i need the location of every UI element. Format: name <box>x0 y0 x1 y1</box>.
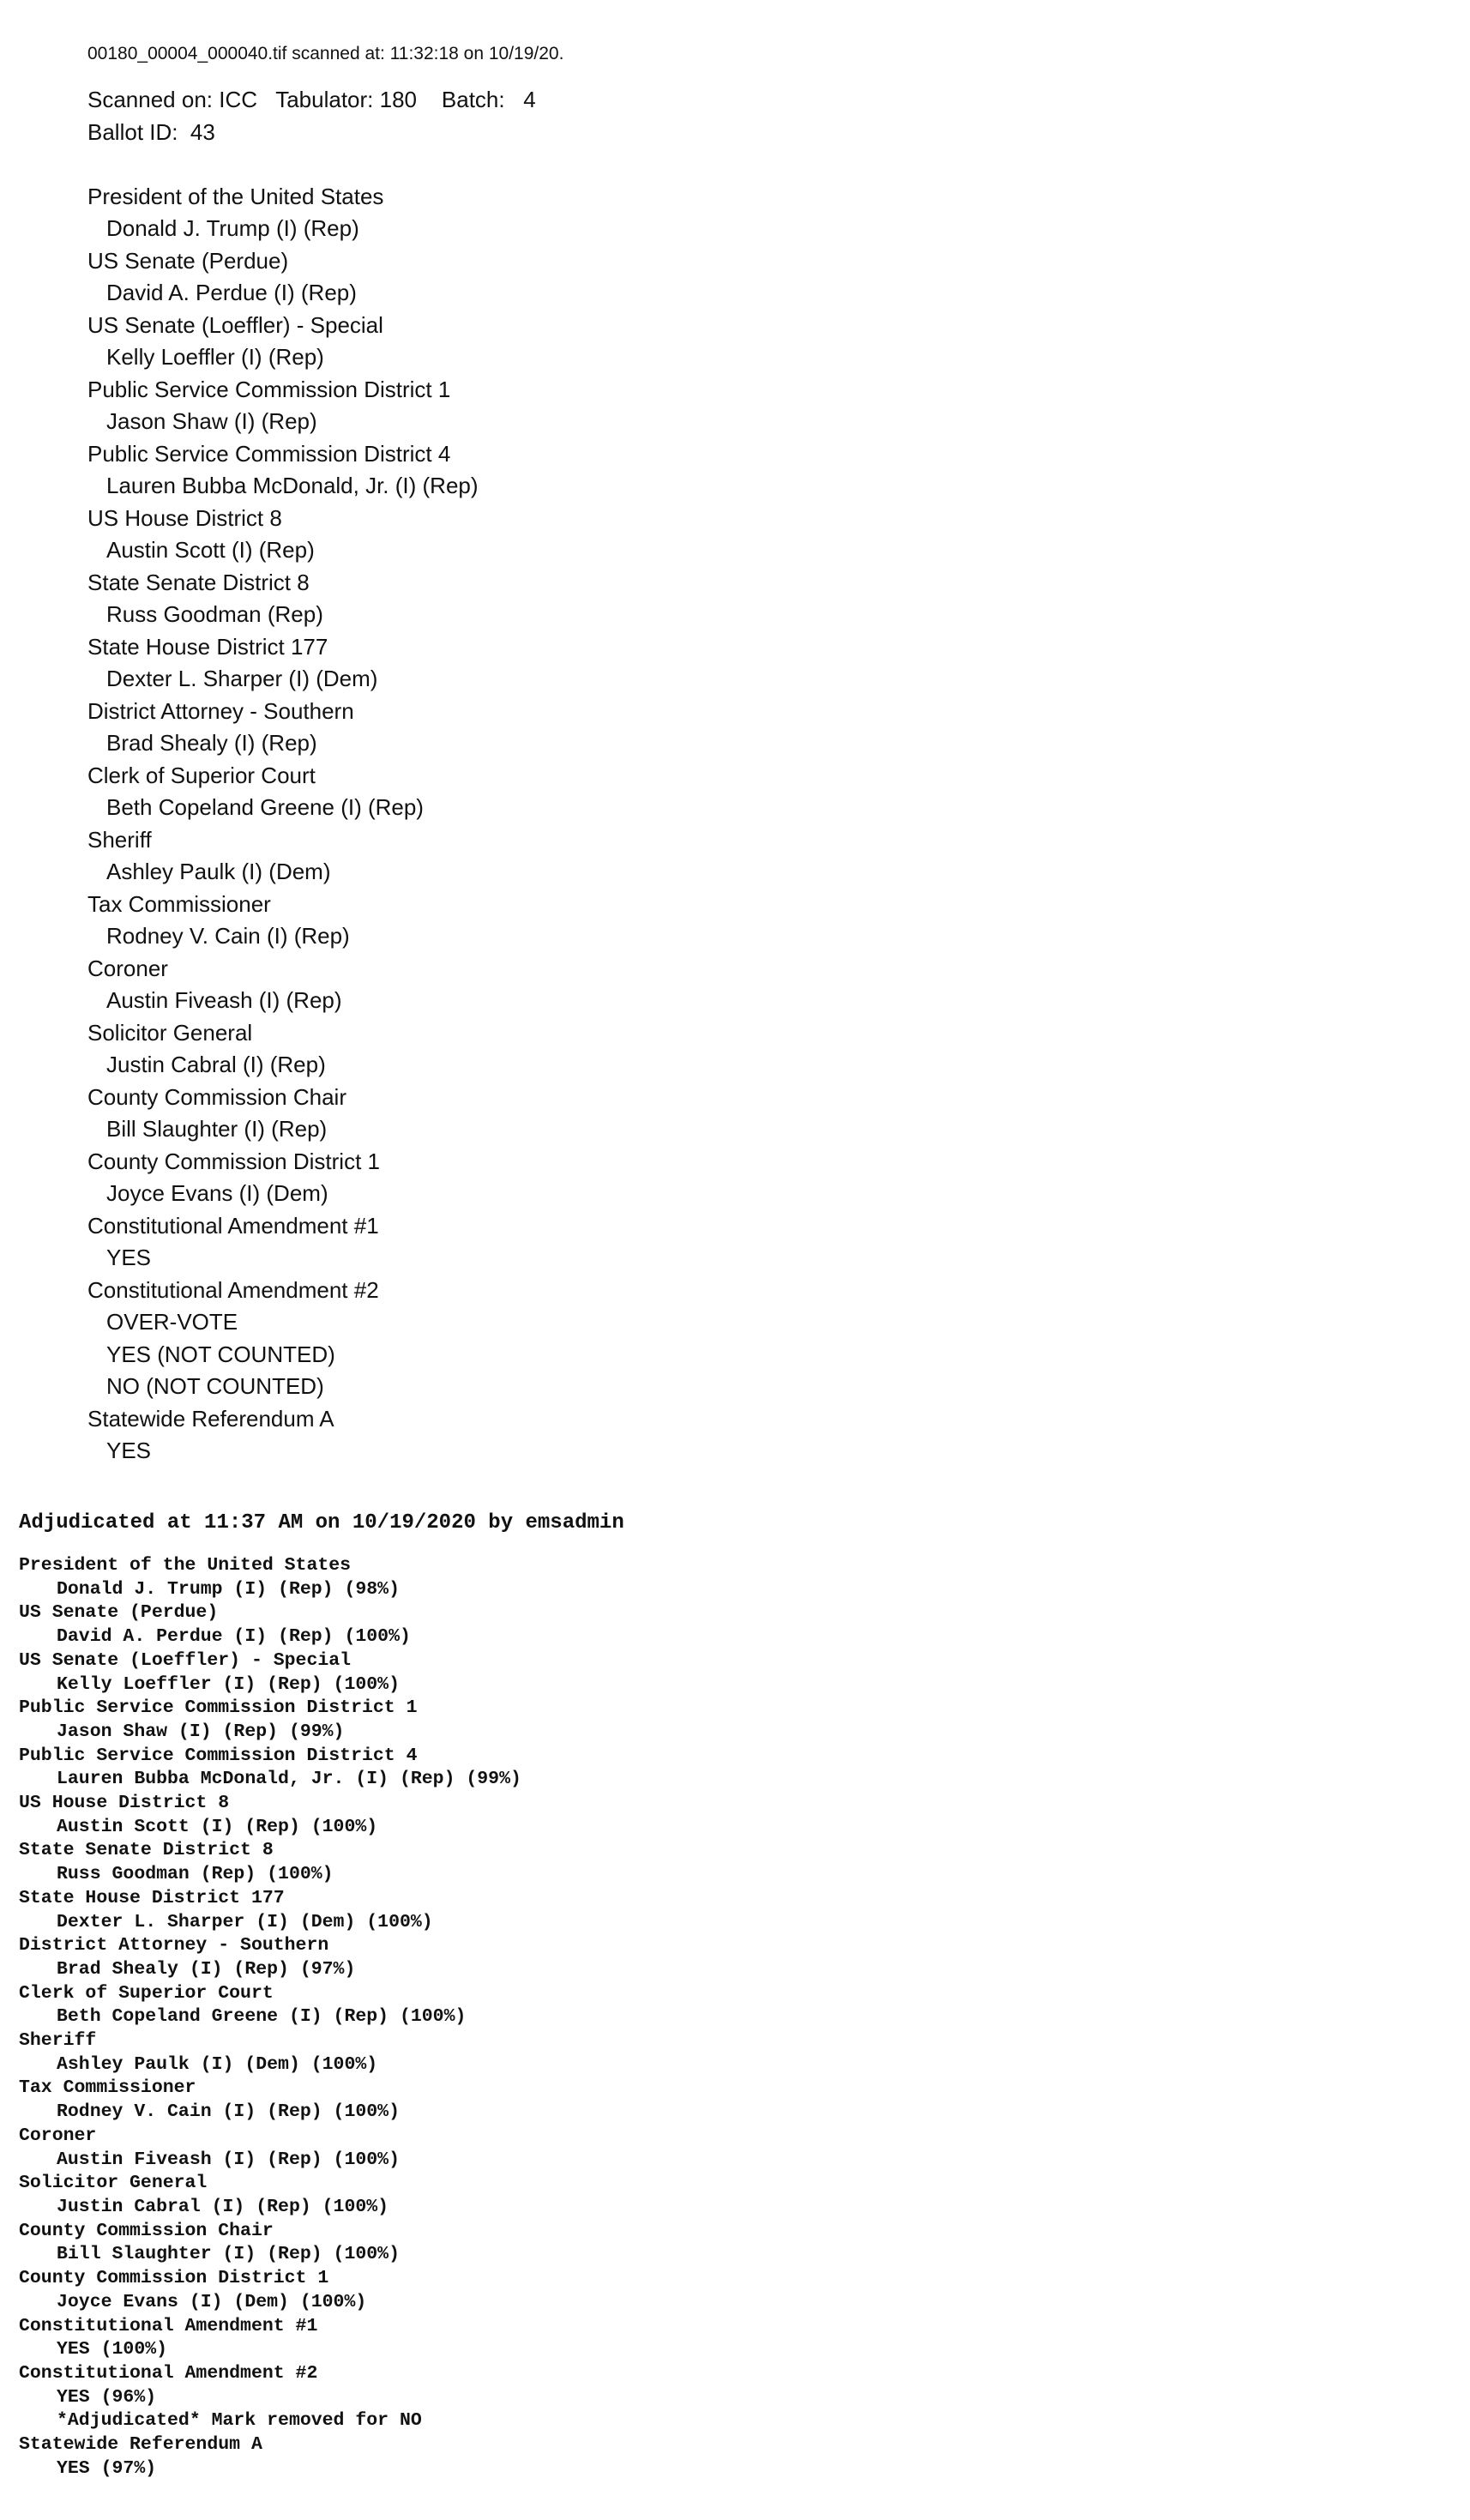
contest-title: Constitutional Amendment #2 <box>87 1276 379 1303</box>
contest-title: Solicitor General <box>19 2173 208 2194</box>
contest-title: County Commission Chair <box>19 2220 274 2241</box>
contest-selection: Austin Scott (I) (Rep) <box>106 537 315 563</box>
contest-title: Constitutional Amendment #1 <box>19 2315 318 2336</box>
contest-selection: YES (NOT COUNTED) <box>106 1341 335 1367</box>
contest-title: Public Service Commission District 1 <box>87 376 451 402</box>
contest-title: President of the United States <box>87 183 384 209</box>
contest-title: Public Service Commission District 1 <box>19 1697 418 1719</box>
contest-title: Sheriff <box>19 2030 97 2052</box>
contest-title: Coroner <box>87 955 168 981</box>
contest-title: Tax Commissioner <box>19 2077 196 2099</box>
contest-title: Constitutional Amendment #1 <box>87 1212 379 1239</box>
contest-selection: Beth Copeland Greene (I) (Rep) <box>106 794 424 820</box>
contest-title: Tax Commissioner <box>87 890 271 917</box>
contest-selection: Dexter L. Sharper (I) (Dem) (100%) <box>57 1911 433 1932</box>
scan-filename-line: 00180_00004_000040.tif scanned at: 11:32:18 on 10/19/20. <box>87 44 564 63</box>
contest-selection: Rodney V. Cain (I) (Rep) (100%) <box>57 2101 400 2123</box>
contest-selection: Donald J. Trump (I) (Rep) <box>106 215 359 241</box>
contest-title: US House District 8 <box>19 1793 230 1814</box>
contest-title: US Senate (Loeffler) - Special <box>87 311 383 338</box>
contest-title: US Senate (Perdue) <box>87 247 289 274</box>
contest-selection: Kelly Loeffler (I) (Rep) <box>106 344 324 370</box>
contest-selection: *Adjudicated* Mark removed for NO <box>57 2410 422 2432</box>
adjudication-section <box>19 1511 1434 2481</box>
contest-title: State Senate District 8 <box>87 569 310 595</box>
ballot-id-line: Ballot ID: 43 <box>87 118 215 145</box>
contest-title: Constitutional Amendment #2 <box>19 2362 318 2384</box>
contest-selection: Donald J. Trump (I) (Rep) (98%) <box>57 1578 400 1600</box>
contest-selection: Austin Fiveash (I) (Rep) <box>106 987 342 1013</box>
contest-selection: Bill Slaughter (I) (Rep) (100%) <box>57 2244 400 2265</box>
contest-title: US Senate (Loeffler) - Special <box>19 1649 352 1671</box>
contest-title: County Commission District 1 <box>19 2268 329 2289</box>
adjudication-header: Adjudicated at 11:37 AM on 10/19/2020 by emsadmin <box>19 1511 624 1534</box>
contest-selection: Austin Fiveash (I) (Rep) (100%) <box>57 2149 400 2170</box>
contest-title: Solicitor General <box>87 1019 253 1046</box>
contest-selection: Beth Copeland Greene (I) (Rep) (100%) <box>57 2006 467 2028</box>
contest-selection: Kelly Loeffler (I) (Rep) (100%) <box>57 1673 400 1695</box>
contest-title: Statewide Referendum A <box>87 1405 334 1432</box>
contest-selection: OVER-VOTE <box>106 1309 238 1335</box>
contest-selection: YES (96%) <box>57 2386 157 2408</box>
adjudication-contest-list <box>19 1554 1434 2481</box>
contest-selection: YES <box>106 1245 152 1270</box>
contest-title: US Senate (Perdue) <box>19 1602 219 1624</box>
contest-title: US House District 8 <box>87 504 282 531</box>
contest-selection: YES (100%) <box>57 2339 168 2360</box>
contest-selection: Ashley Paulk (I) (Dem) <box>106 859 331 884</box>
contest-selection: YES <box>106 1438 152 1463</box>
contest-selection: Bill Slaughter (I) (Rep) <box>106 1116 328 1142</box>
contest-selection: Joyce Evans (I) (Dem) (100%) <box>57 2291 367 2312</box>
ballot-contest-list <box>87 181 1374 1468</box>
contest-title: County Commission Chair <box>87 1083 346 1110</box>
contest-selection: Russ Goodman (Rep) (100%) <box>57 1864 334 1885</box>
contest-title: Sheriff <box>87 826 152 853</box>
contest-title: Coroner <box>19 2125 97 2146</box>
scanned-on-line: Scanned on: ICC Tabulator: 180 Batch: 4 <box>87 87 536 112</box>
contest-selection: David A. Perdue (I) (Rep) (100%) <box>57 1626 411 1648</box>
contest-selection: Russ Goodman (Rep) <box>106 601 323 627</box>
contest-selection: Lauren Bubba McDonald, Jr. (I) (Rep) <box>106 473 479 498</box>
contest-selection: Ashley Paulk (I) (Dem) (100%) <box>57 2053 378 2075</box>
contest-selection: Justin Cabral (I) (Rep) (100%) <box>57 2196 389 2217</box>
contest-title: State House District 177 <box>87 633 328 660</box>
contest-selection: Dexter L. Sharper (I) (Dem) <box>106 666 378 691</box>
contest-selection: Jason Shaw (I) (Rep) <box>106 408 317 434</box>
contest-selection: David A. Perdue (I) (Rep) <box>106 280 357 305</box>
contest-title: Clerk of Superior Court <box>87 762 316 788</box>
contest-selection: YES (97%) <box>57 2457 157 2479</box>
contest-selection: Brad Shealy (I) (Rep) (97%) <box>57 1958 356 1980</box>
contest-selection: Austin Scott (I) (Rep) (100%) <box>57 1816 378 1837</box>
contest-title: Clerk of Superior Court <box>19 1982 274 2004</box>
ballot-image-section <box>87 41 1374 1468</box>
contest-selection: Jason Shaw (I) (Rep) (99%) <box>57 1721 345 1742</box>
contest-title: District Attorney - Southern <box>19 1935 329 1956</box>
contest-title: Public Service Commission District 4 <box>87 440 451 467</box>
contest-selection: Brad Shealy (I) (Rep) <box>106 730 317 756</box>
contest-selection: Joyce Evans (I) (Dem) <box>106 1180 328 1206</box>
contest-title: Public Service Commission District 4 <box>19 1745 418 1766</box>
contest-selection: Justin Cabral (I) (Rep) <box>106 1052 326 1077</box>
contest-title: State Senate District 8 <box>19 1840 274 1861</box>
header-spacer <box>87 148 1374 181</box>
contest-title: County Commission District 1 <box>87 1148 380 1174</box>
contest-title: President of the United States <box>19 1555 352 1576</box>
contest-selection: Lauren Bubba McDonald, Jr. (I) (Rep) (99%) <box>57 1769 521 1790</box>
contest-selection: NO (NOT COUNTED) <box>106 1373 324 1399</box>
contest-selection: Rodney V. Cain (I) (Rep) <box>106 923 350 949</box>
contest-title: State House District 177 <box>19 1887 285 1908</box>
contest-title: Statewide Referendum A <box>19 2434 262 2456</box>
contest-title: District Attorney - Southern <box>87 697 354 724</box>
